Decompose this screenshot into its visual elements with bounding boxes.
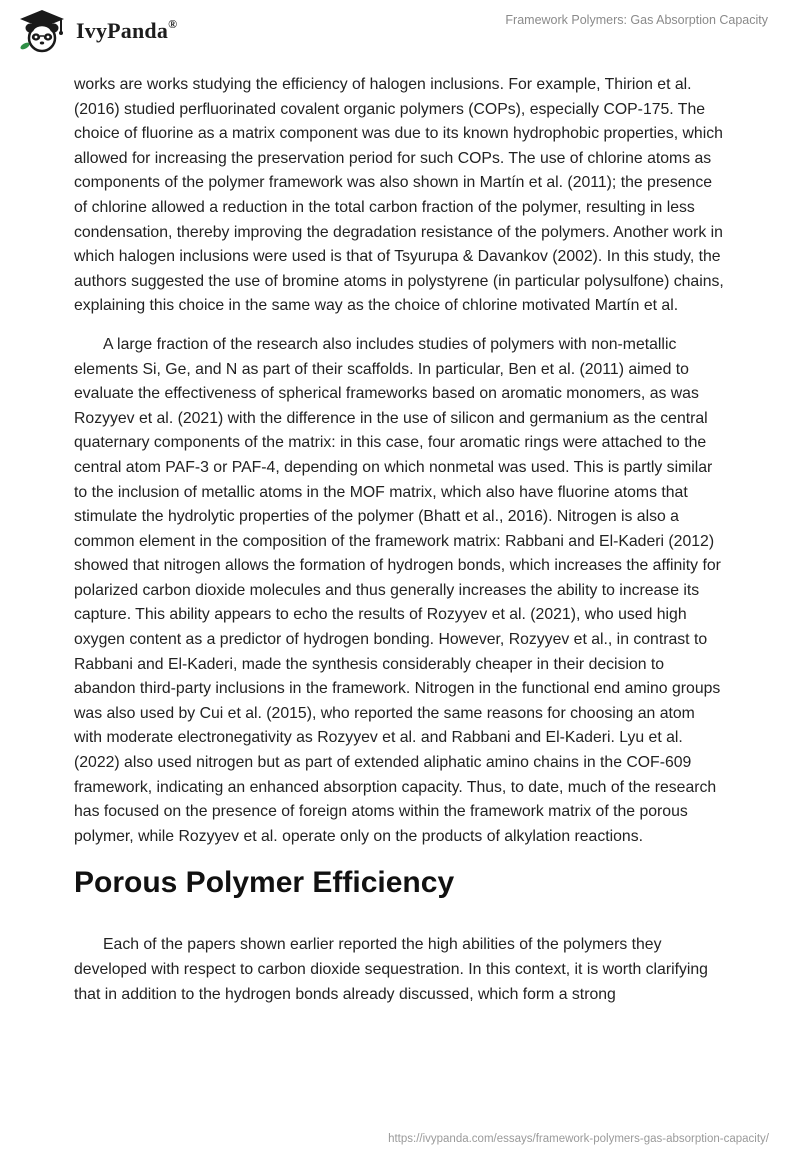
panda-logo-icon [14, 8, 70, 54]
article-body [74, 73, 726, 1021]
page-header [0, 0, 800, 70]
logo[interactable] [14, 8, 177, 54]
paragraph: A large fraction of the research also includes studies of polymers with non-metallic elements Si, Ge, and N as part of their scaffolds. In particular, Ben et al. (2011) aimed to evaluate the effectiveness of spherical frameworks based on aromatic monomers, as was Rozyyev et al. (2021) with the difference in the use of silicon and germanium as the central quaternary components of the matrix: in this case, four aromatic rings were attached to the central atom PAF-3 or PAF-4, depending on which nonmetal was used. This is partly similar to the inclusion of metallic atoms in the MOF matrix, which also have fluorine atoms that stimulate the hydrolytic properties of the polymer (Bhatt et al., 2016). Nitrogen is also a common element in the composition of the framework matrix: Rabbani and El-Kaderi (2012) showed that nitrogen allows the formation of hydrogen bonds, which increases the affinity for polarized carbon dioxide molecules and thus generally increases the ability to increase its capture. This ability appears to echo the results of Rozyyev et al. (2021), who used high oxygen content as a predictor of hydrogen bonding. However, Rozyyev et al., in contrast to Rabbani and El-Kaderi, made the synthesis considerably cheaper in their decision to abandon third-party inclusions in the framework. Nitrogen in the functional end amino groups was also used by Cui et al. (2015), who reported the same reasons for choosing an atom with moderate electronegativity as Rozyyev et al. and Rabbani and El-Kaderi. Lyu et al. (2022) also used nitrogen but as part of extended aliphatic amino chains in the COF-609 framework, indicating an enhanced absorption capacity. Thus, to date, much of the research has focused on the presence of foreign atoms within the framework matrix of the porous polymer, while Rozyyev et al. operate only on the products of alkylation reactions. [74, 335, 721, 845]
paragraph: Each of the papers shown earlier reported the high abilities of the polymers they developed with respect to carbon dioxide sequestration. In this context, it is worth clarifying that in addition to the hydrogen bonds already discussed, which form a strong [74, 936, 708, 1003]
logo-text: IvyPanda® [76, 16, 178, 43]
section-heading: Porous Polymer Efficiency [74, 866, 455, 900]
footer-url[interactable]: https://ivypanda.com/essays/framework-polymers-gas-absorption-capacity/ [388, 1133, 769, 1145]
paragraph: works are works studying the efficiency of halogen inclusions. For example, Thirion et al. (2016) studied perfluorinated covalent organic polymers (COPs), especially COP-175. The choice of fluorine as a matrix component was due to its known hydrophobic properties, which allowed for increasing the preservation period for such COPs. The use of chlorine atoms as components of the polymer framework was also shown in Martín et al. (2011); the presence of chlorine allowed a reduction in the total carbon fraction of the polymer, resulting in less condensation, thereby improving the degradation resistance of the polymers. Another work in which halogen inclusions were used is that of Tsyurupa & Davankov (2002). In this study, the authors suggested the use of bromine atoms in polystyrene (in particular polysulfone) chains, explaining this choice in the same way as the choice of chlorine motivated Martín et al. [74, 76, 724, 315]
document-title: Framework Polymers: Gas Absorption Capacity [505, 13, 768, 27]
